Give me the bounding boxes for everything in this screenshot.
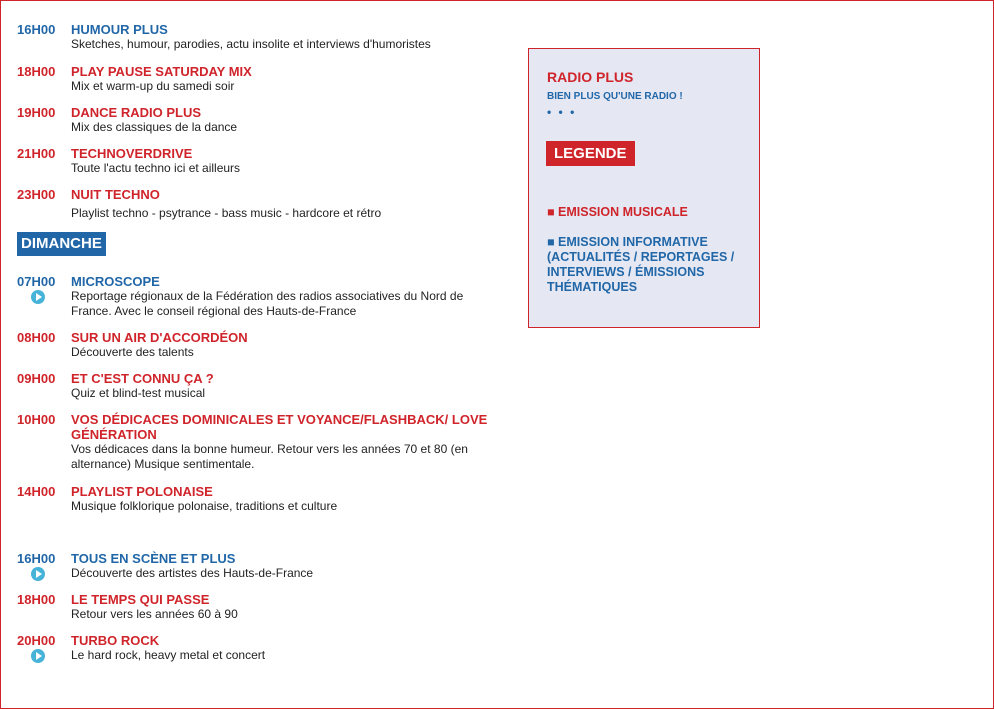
program-title[interactable]: LE TEMPS QUI PASSE: [71, 592, 210, 607]
program-time: 19H00: [17, 105, 56, 120]
legend-item-musical: ■ EMISSION MUSICALE: [547, 205, 688, 219]
program-title[interactable]: TOUS EN SCÈNE ET PLUS: [71, 551, 236, 566]
program-time: 18H00: [17, 64, 56, 79]
program-title[interactable]: DANCE RADIO PLUS: [71, 105, 202, 120]
play-circle-icon[interactable]: [31, 567, 45, 581]
program-time: 16H00: [17, 22, 56, 37]
program-time: 18H00: [17, 592, 56, 607]
program-description: Découverte des artistes des Hauts-de-France: [71, 566, 314, 580]
program-description: Mix et warm-up du samedi soir: [71, 79, 235, 93]
program-description: Le hard rock, heavy metal et concert: [71, 648, 266, 662]
program-time: 08H00: [17, 330, 56, 345]
program-description: Toute l'actu techno ici et ailleurs: [71, 161, 241, 175]
legend-panel: [528, 48, 760, 328]
program-title[interactable]: HUMOUR PLUS: [71, 22, 168, 37]
program-title[interactable]: SUR UN AIR D'ACCORDÉON: [71, 330, 248, 345]
program-description: Reportage régionaux de la Fédération des radios associatives du Nord de France. Avec le conseil régional des Hauts-de-France: [71, 289, 464, 318]
program-time: 20H00: [17, 633, 56, 648]
program-title[interactable]: MICROSCOPE: [71, 274, 160, 289]
program-description: Quiz et blind-test musical: [71, 386, 206, 400]
program-title[interactable]: TECHNOVERDRIVE: [71, 146, 193, 161]
program-time: 16H00: [17, 551, 56, 566]
program-title[interactable]: VOS DÉDICACES DOMINICALES ET VOYANCE/FLASHBACK/ LOVE GÉNÉRATION: [71, 412, 488, 442]
program-description: Musique folklorique polonaise, traditions et culture: [71, 499, 338, 513]
program-title[interactable]: PLAY PAUSE SATURDAY MIX: [71, 64, 252, 79]
program-title[interactable]: ET C'EST CONNU ÇA ?: [71, 371, 214, 386]
day-header-sunday: DIMANCHE: [17, 232, 106, 256]
program-time: 21H00: [17, 146, 56, 161]
legend-item-informative: ■ EMISSION INFORMATIVE (ACTUALITÉS / REPORTAGES / INTERVIEWS / ÉMISSIONS THÉMATIQUES: [547, 235, 735, 294]
program-title[interactable]: PLAYLIST POLONAISE: [71, 484, 213, 499]
play-circle-icon[interactable]: [31, 649, 45, 663]
brand-title: RADIO PLUS: [547, 69, 634, 85]
program-description: Retour vers les années 60 à 90: [71, 607, 238, 621]
program-description: Mix des classiques de la dance: [71, 120, 238, 134]
program-description: Découverte des talents: [71, 345, 194, 359]
program-description: Sketches, humour, parodies, actu insolite et interviews d'humoristes: [71, 37, 431, 51]
program-title[interactable]: NUIT TECHNO: [71, 187, 160, 202]
program-description: Vos dédicaces dans la bonne humeur. Retour vers les années 70 et 80 (en alternance) Musique sentimentale.: [71, 442, 468, 471]
program-time: 09H00: [17, 371, 56, 386]
brand-tagline: BIEN PLUS QU'UNE RADIO !: [547, 91, 683, 102]
program-description: Playlist techno - psytrance - bass music - hardcore et rétro: [71, 206, 382, 220]
program-time: 07H00: [17, 274, 56, 289]
program-time: 10H00: [17, 412, 56, 427]
dots-divider: • • •: [547, 105, 577, 119]
program-time: 23H00: [17, 187, 56, 202]
play-circle-icon[interactable]: [31, 290, 45, 304]
legend-title: LEGENDE: [546, 141, 635, 166]
program-time: 14H00: [17, 484, 56, 499]
program-title[interactable]: TURBO ROCK: [71, 633, 160, 648]
